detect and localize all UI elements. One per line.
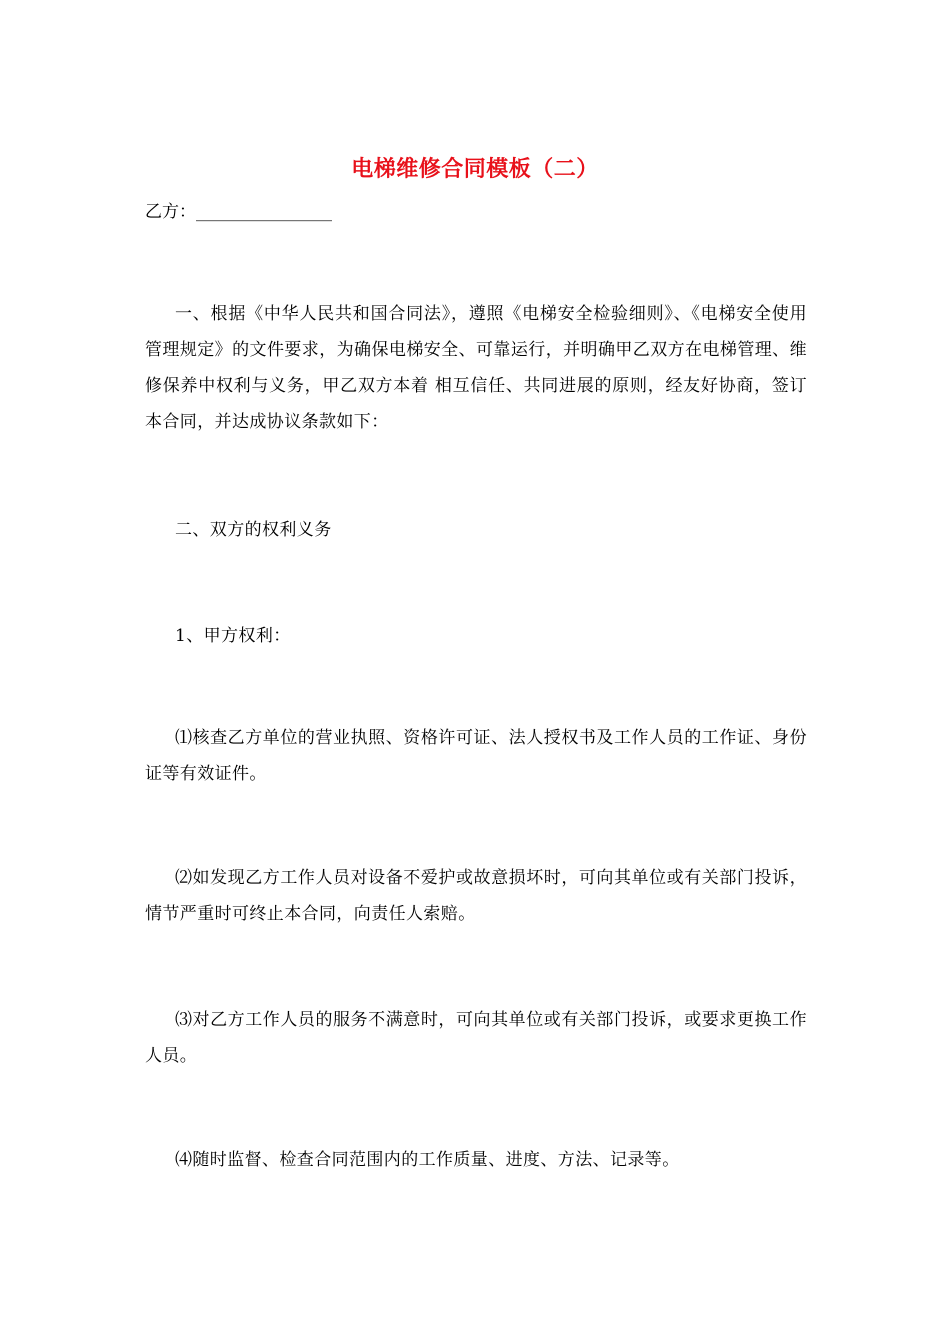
- clause-2: ⑵如发现乙方工作人员对设备不爱护或故意损坏时，可向其单位或有关部门投诉，情节严重时可终止本合同，向责任人索赔。: [145, 868, 807, 924]
- clause-3: ⑶对乙方工作人员的服务不满意时，可向其单位或有关部门投诉，或要求更换工作人员。: [145, 1010, 807, 1066]
- section-heading-rights-obligations: 二、双方的权利义务: [175, 520, 332, 540]
- document-title: 电梯维修合同模板（二）: [351, 157, 599, 182]
- paragraph-preamble: 一、根据《中华人民共和国合同法》，遵照《电梯安全检验细则》、《电梯安全使用管理规定》的文件要求，为确保电梯安全、可靠运行，并明确甲乙双方在电梯管理、维修保养中权利与义务，甲乙双方本着 相互信任、共同进展的原则，经友好协商，签订本合同，并达成协议条款如下：: [145, 304, 807, 432]
- subsection-heading-party-a-rights: 1、甲方权利：: [175, 626, 291, 646]
- clause-4: ⑷随时监督、检查合同范围内的工作质量、进度、方法、记录等。: [175, 1150, 680, 1170]
- clause-1: ⑴核查乙方单位的营业执照、资格许可证、法人授权书及工作人员的工作证、身份证等有效证件。: [145, 728, 807, 784]
- party-b-line: 乙方：________________: [145, 202, 332, 222]
